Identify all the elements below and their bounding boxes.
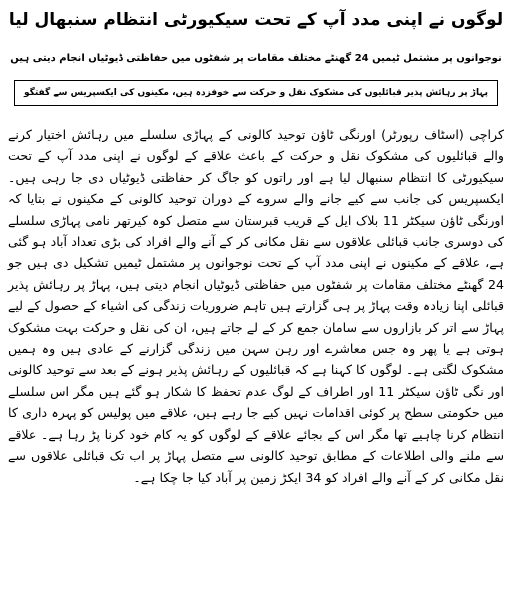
headline-boxed: پہاڑ پر رہائش پذیر قبائلیوں کی مشکوک نقل و حرکت سے خوفزدہ ہیں، مکینوں کی ایکسپریس سے گفتگو: [14, 80, 498, 106]
headline-main: لوگوں نے اپنی مدد آپ کے تحت سیکیورٹی انتظام سنبھال لیا: [8, 10, 504, 30]
article-body: [8, 124, 504, 488]
headline-sub: نوجوانوں پر مشتمل ٹیمیں 24 گھنٹے مختلف مقامات پر شفٹوں میں حفاظتی ڈیوٹیاں انجام دیتی ہیں: [10, 53, 502, 64]
article-paragraph: کراچی (اسٹاف رپورٹر) اورنگی ٹاؤن توحید کالونی کے پہاڑی سلسلے میں رہائش اختیار کرنے والے قبائلیوں کی مشکوک نقل و حرکت کے باعث علاقے کے لوگوں نے اپنی مدد آپ کے تحت سیکیورٹی کا انتظام سنبھال لیا ہے اور راتوں کو جاگ کر حفاظتی ڈیوٹیاں دی جا رہی ہیں۔ ایکسپریس کی جانب سے کیے جانے والے سروے کے دوران توحید کالونی کے مکینوں نے بتایا کہ اورنگی ٹاؤن سیکٹر 11 بلاک ایل کے قریب قبرستان سے متصل کوہ کیرتھر نامی پہاڑی سلسلے کی دوسری جانب قبائلی علاقوں سے نقل مکانی کر کے آنے والے افراد کی بڑی تعداد آباد ہو گئی ہے، علاقے کے مکینوں نے اپنی مدد آپ کے تحت نوجوانوں پر مشتمل ٹیمیں تشکیل دی ہیں جو 24 گھنٹے مختلف مقامات پر شفٹوں میں حفاظتی ڈیوٹیاں انجام دیتی ہیں، پہاڑ پر رہائش پذیر قبائلی اپنا زیادہ وقت پہاڑ پر ہی گزارتے ہیں تاہم ضروریات زندگی کی اشیاء کے حصول کے لیے پہاڑ سے اتر کر بازاروں سے سامان جمع کر کے لے جاتے ہیں، ان کی نقل و حرکت بہت مشکوک ہوتی ہے یا پھر وہ جس معاشرے اور رہن سہن میں زندگی گزارنے کے عادی ہیں وہ ہمیں مشکوک لگتی ہے۔ لوگوں کا کہنا ہے کہ قبائلیوں کے رہائش پذیر ہونے کے بعد سے توحید کالونی اور نگی ٹاؤن سیکٹر 11 اور اطراف کے لوگ عدم تحفظ کا شکار ہو گئے ہیں مگر اس سلسلے میں حکومتی سطح پر کوئی اقدامات نہیں کیے جا رہے ہیں، علاقے میں پولیس کو پہرہ داری کا انتظام کرنا چاہیے تھا مگر اس کے بجائے علاقے کے لوگوں کو یہ کام خود کرنا پڑ رہا ہے۔ علاقے سے ملنے والی اطلاعات کے مطابق توحید کالونی سے متصل پہاڑ پر اب تک قبائلی علاقوں سے نقل مکانی کر کے آنے والے افراد کو 34 ایکڑ زمین پر آباد کیا جا چکا ہے۔: [8, 127, 505, 485]
